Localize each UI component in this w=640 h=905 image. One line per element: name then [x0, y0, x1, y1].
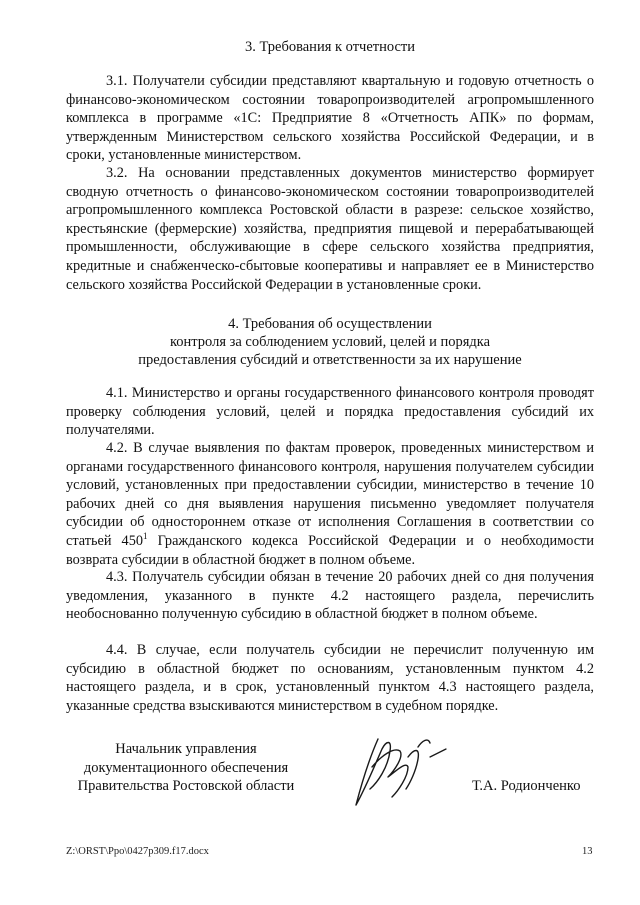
handwritten-signature: [348, 727, 463, 817]
paragraph-4-2-text: 4.2. В случае выявления по фактам проверок, проведенных министерством и органами государственного финансового контроля, нарушения получателем субсидии условий, установленных при предоставлении субсидии, министерство в течение 10 рабочих дней со дня выявления нарушения письменно уведомляет получателя субсидии об одностороннем отказе от исполнения Соглашения в соответствии со статьей 450: [66, 440, 594, 549]
paragraph-4-1: 4.1. Министерство и органы государственного финансового контроля проводят проверку соблюдения условий, целей и порядка предоставления субсидий их получателями.: [66, 385, 594, 439]
paragraph-4-2: [66, 439, 594, 569]
footer-file-path: Z:\ORST\Ppo\0427p309.f17.docx: [66, 846, 209, 857]
section-4-title: [66, 315, 594, 369]
signatory-position-line-3: Правительства Ростовской области: [77, 778, 295, 794]
paragraph-4-4: 4.4. В случае, если получатель субсидии не перечислит полученную им субсидию в областной бюджет по основаниям, установленным пунктом 4.2 настоящего раздела, и в срок, установленный пунктом 4.3 настоящего раздела, указанные средства взыскиваются министерством в судебном порядке.: [66, 642, 594, 714]
section-4-title-line-2: контроля за соблюдением условий, целей и порядка: [169, 334, 491, 350]
paragraph-3-1: 3.1. Получатели субсидии представляют квартальную и годовую отчетность о финансово-экономическом состоянии товаропроизводителей агропромышленного комплекса в программе «1С: Предприятие 8 «Отчетность АПК» по формам, утвержденным Министерством сельского хозяйства Российской Федерации, и в сроки, установленные министерством.: [66, 73, 594, 164]
signatory-name: Т.А. Родионченко: [472, 778, 581, 794]
signatory-position-line-2: документационного обеспечения: [83, 759, 289, 776]
paragraph-4-3: 4.3. Получатель субсидии обязан в течение 20 рабочих дней со дня получения уведомления, указанного в пункте 4.2 настоящего раздела, перечислить необоснованно полученную субсидию в областной бюджет в полном объеме.: [66, 569, 594, 623]
section-4-title-line-1: 4. Требования об осуществлении: [228, 316, 432, 332]
signatory-position-line-1: Начальник управления: [115, 741, 257, 757]
section-4-title-line-3: предоставления субсидий и ответственности за их нарушение: [138, 352, 522, 368]
section-3-title: 3. Требования к отчетности: [244, 39, 416, 55]
paragraph-3-2: 3.2. На основании представленных документов министерство формирует сводную отчетность о финансово-экономическом состоянии товаропроизводителей агропромышленного комплекса Ростовской области в разрезе: сельское хозяйство, крестьянские (фермерские) хозяйства, предприятия пищевой и перерабатывающей промышленности, обслуживающие в сфере сельского хозяйства предприятия, кредитные и снабженческо-сбытовые кооперативы и направляет ее в Министерство сельского хозяйства Российской Федерации в установленные сроки.: [66, 165, 594, 293]
article-superscript: 1: [143, 531, 148, 542]
signatory-position: [70, 740, 302, 796]
paragraph-4-2-text-end: Гражданского кодекса Российской Федерации и о необходимости возврата субсидии в областной бюджет в полном объеме.: [66, 532, 594, 568]
page-number: 13: [582, 846, 593, 857]
